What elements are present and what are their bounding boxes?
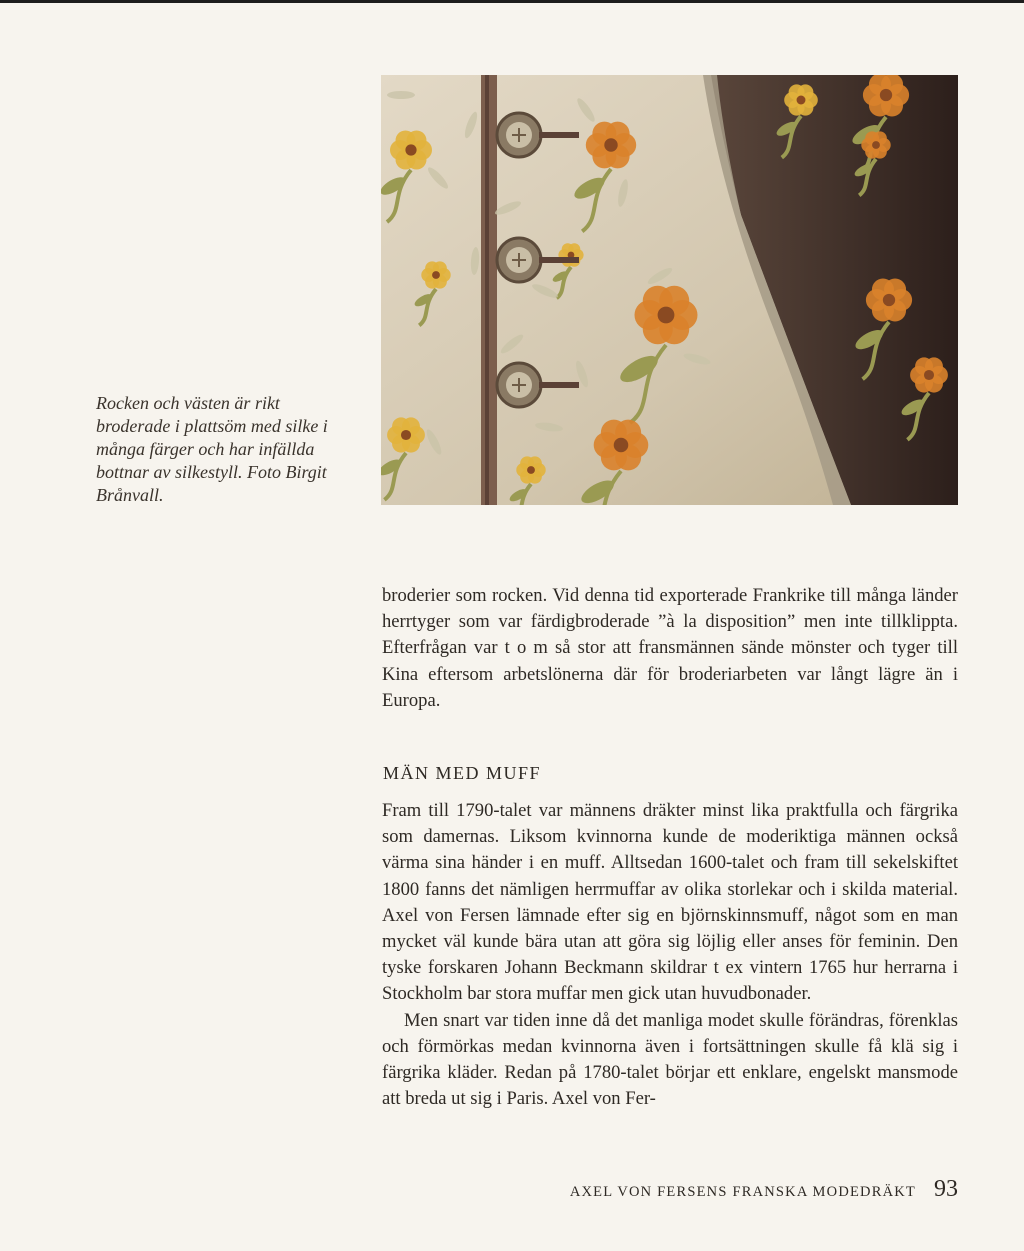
figure-caption bbox=[96, 392, 358, 507]
intro-paragraph: broderier som rocken. Vid denna tid exporterade Frankrike till många länder herrtyger som var färdigbroderade ”à la disposition” men inte tillklippta. Efterfrågan var t o m så stor att fransmännen sände mönster och tyger till Kina eftersom arbetslönerna där för broderiarbeten var långt lägre än i Europa. bbox=[382, 585, 958, 711]
page-number: 93 bbox=[934, 1176, 958, 1202]
page-footer bbox=[570, 1176, 958, 1203]
section-body bbox=[382, 798, 958, 1112]
section-paragraph-2: Men snart var tiden inne då det manliga modet skulle förändras, förenklas och förmörkas medan kvinnorna även i fortsättningen skulle få klä sig i färgrika kläder. Redan på 1780-talet börjar ett enklare, engelskt mansmode att breda ut sig i Paris. Axel von Fer- bbox=[382, 1009, 958, 1110]
photo-illustration bbox=[381, 75, 958, 505]
section-heading: MÄN MED MUFF bbox=[383, 763, 542, 783]
leaf bbox=[387, 91, 415, 99]
section-paragraph-1: Fram till 1790-talet var männens dräkter minst lika praktfulla och färgrika som damernas. Liksom kvinnorna kunde de moderiktiga männen också värma sina händer i en muff. Alltsedan 1600-talet och fram till sekelskiftet 1800 fanns det nämligen herrmuffar av olika storlekar och i skilda material. Axel von Fersen lämnade efter sig en björnskinnsmuff, något som en man mycket väl kunde bära utan att göra sig löjlig eller anses för feminin. Den tyske forskaren Johann Beckmann skildrar t ex vintern 1765 hur herrarna i Stockholm bar stora muffar men gick utan huvudbonader. bbox=[382, 800, 958, 1005]
top-edge bbox=[0, 0, 1024, 3]
running-title: AXEL VON FERSENS FRANSKA MODEDRÄKT bbox=[569, 1184, 916, 1200]
intro-column bbox=[382, 583, 958, 714]
embroidered-waistcoat-photo bbox=[381, 75, 958, 505]
caption-text: Rocken och västen är rikt broderade i plattsöm med silke i många färger och har infällda bottnar av silkestyll. Foto Birgit Brånvall. bbox=[96, 393, 328, 505]
